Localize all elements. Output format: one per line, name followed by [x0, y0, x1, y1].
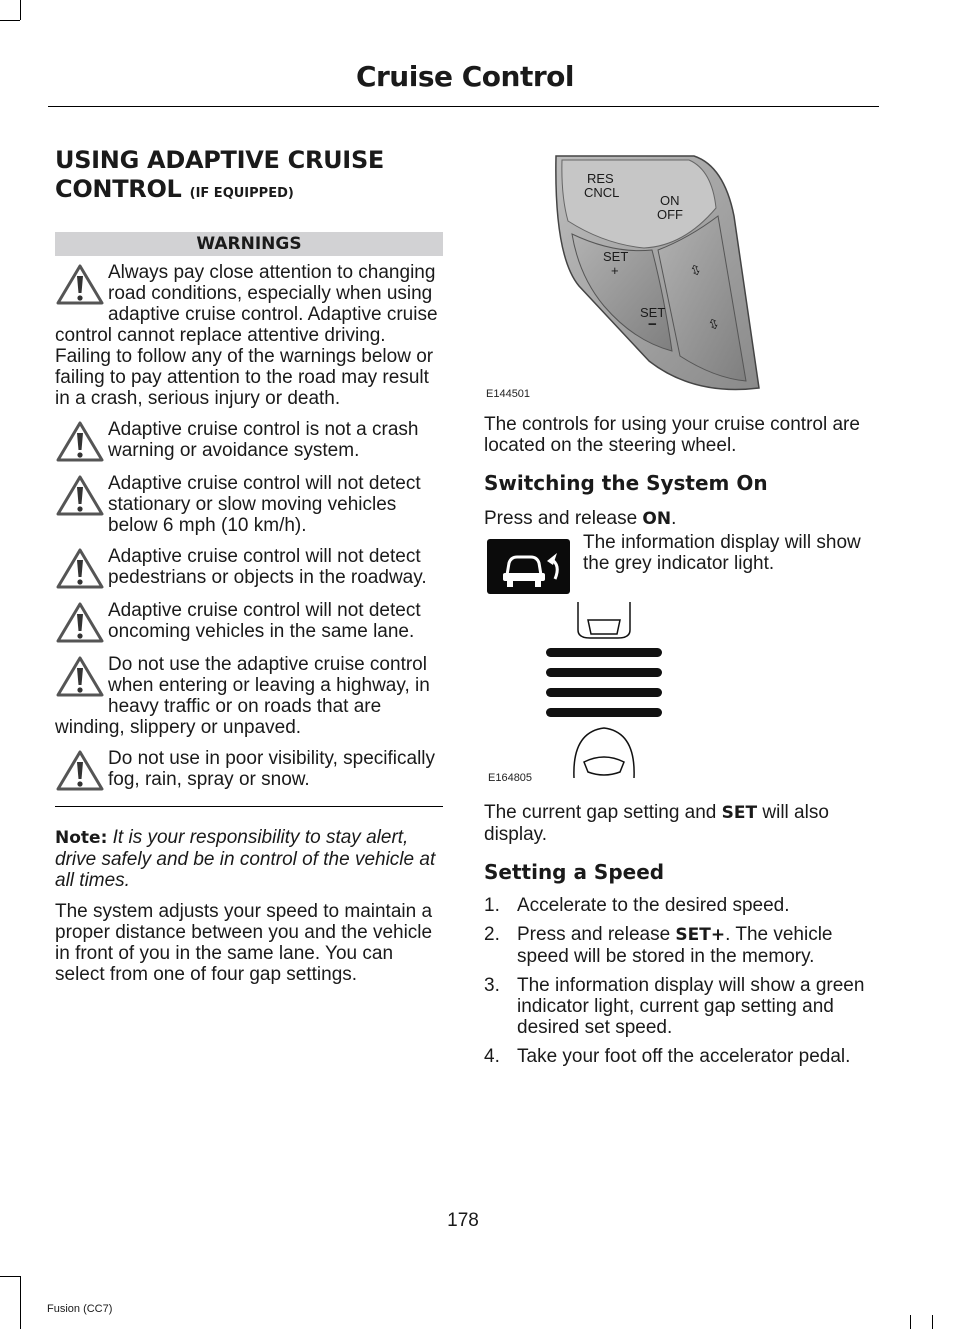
indicator-text: The information display will show the grey indicator light.: [583, 532, 861, 574]
on-label: ON: [660, 193, 680, 208]
step-text-post: . The vehicle speed will be stored in the memory.: [517, 924, 833, 967]
section-title-suffix: (IF EQUIPPED): [189, 186, 294, 201]
step-number: 2.: [484, 924, 500, 945]
res-label: RES: [587, 171, 614, 186]
gap-display-text: [484, 802, 879, 845]
warning-triangle-icon: [55, 748, 105, 792]
warning-text: Do not use the adaptive cruise control when entering or leaving a highway, in heavy traffic or on roads that are winding, slippery or unpaved.: [55, 654, 430, 738]
press-release-text: [484, 508, 879, 530]
list-item: [484, 924, 879, 967]
gap-paragraph: The system adjusts your speed to maintain a proper distance between you and the vehicle in front of you in the same lane. You can select from one of four gap settings.: [55, 901, 433, 985]
warning-text: Adaptive cruise control will not detect stationary or slow moving vehicles below 6 mph (10 km/h).: [108, 473, 421, 536]
step-text: The information display will show a green indicator light, current gap setting and desired set speed.: [517, 975, 865, 1038]
warning-text: Adaptive cruise control is not a crash warning or avoidance system.: [108, 419, 419, 461]
figure-code: E144501: [486, 388, 531, 400]
figure-code: E164805: [488, 772, 533, 784]
press-release-prefix: Press and release: [484, 508, 643, 529]
crop-mark: [20, 0, 21, 20]
off-label: OFF: [657, 207, 683, 222]
warning-item: [55, 600, 443, 644]
set-keyword: SET: [721, 803, 758, 823]
warning-triangle-icon: [55, 473, 105, 517]
list-item: [484, 895, 879, 916]
warning-item: [55, 262, 443, 409]
separator-rule: [55, 806, 443, 807]
warning-triangle-icon: [55, 600, 105, 644]
step-number: 1.: [484, 895, 500, 916]
right-column: [484, 146, 879, 1075]
warning-triangle-icon: [55, 654, 105, 698]
warning-item: [55, 546, 443, 590]
step-text: Accelerate to the desired speed.: [517, 895, 790, 916]
warning-item: [55, 419, 443, 463]
note: [55, 827, 443, 891]
set-plus-label: SET: [603, 249, 629, 264]
left-column: [55, 146, 443, 985]
note-text: It is your responsibility to stay alert, drive safely and be in control of the vehicle at all times.: [55, 827, 436, 891]
set-minus-label: SET: [640, 305, 666, 320]
gap-setting-display-illustration: [484, 602, 879, 792]
on-keyword: ON: [642, 509, 672, 529]
warning-text: Adaptive cruise control will not detect oncoming vehicles in the same lane.: [108, 600, 421, 642]
cncl-label: CNCL: [584, 185, 620, 200]
step-bold: SET+: [675, 925, 726, 945]
page-number: 178: [447, 1210, 479, 1231]
crop-mark: [0, 1276, 20, 1277]
step-text: Take your foot off the accelerator pedal.: [517, 1046, 851, 1067]
footer-model: Fusion (CC7): [47, 1303, 113, 1315]
warning-triangle-icon: [55, 419, 105, 463]
steps-list: [484, 895, 879, 1067]
crop-mark: [20, 1276, 21, 1329]
steering-wheel-controls-illustration: [484, 146, 879, 404]
warning-triangle-icon: [55, 262, 105, 306]
warning-item: [55, 748, 443, 792]
controls-text: The controls for using your cruise control are located on the steering wheel.: [484, 414, 860, 456]
warning-item: [55, 473, 443, 536]
page-title: Cruise Control: [355, 60, 574, 93]
press-release-suffix: .: [671, 508, 677, 529]
list-item: [484, 975, 879, 1038]
list-item: [484, 1046, 879, 1067]
minus-label: −: [648, 316, 657, 333]
note-label: Note:: [55, 828, 108, 848]
warnings-header: WARNINGS: [55, 232, 443, 256]
gap-display-figure: [484, 602, 879, 792]
step-text: Press and release: [517, 924, 676, 945]
step-number: 3.: [484, 975, 500, 996]
section-title-line2: CONTROL: [55, 175, 182, 203]
warning-triangle-icon: [55, 546, 105, 590]
switching-heading: Switching the System On: [484, 471, 768, 495]
section-title-line1: USING ADAPTIVE CRUISE: [55, 146, 385, 174]
setting-speed-heading: Setting a Speed: [484, 860, 665, 884]
crop-mark: [910, 1315, 911, 1329]
crop-mark: [932, 1315, 933, 1329]
warning-item: [55, 654, 443, 738]
adaptive-cruise-indicator-icon: [487, 539, 570, 594]
gap-increase-arrow-icon: ⇳: [687, 260, 704, 280]
warning-text: Always pay close attention to changing road conditions, especially when using adaptive cruise control. Adaptive cruise control cannot replace attentive driving. Failing to follow any of the warnings below or failing to pay attention to the road may result in a crash, serious injury or death.: [55, 262, 438, 409]
steering-controls-figure: [484, 146, 879, 404]
section-title: [55, 146, 443, 208]
step-number: 4.: [484, 1046, 500, 1067]
indicator-row: [484, 532, 879, 598]
gap-decrease-arrow-icon: ⇳: [705, 314, 722, 334]
crop-mark: [0, 20, 20, 21]
gap-text-prefix: The current gap setting and: [484, 802, 722, 823]
plus-label: +: [611, 263, 619, 278]
warning-text: Adaptive cruise control will not detect pedestrians or objects in the roadway.: [108, 546, 427, 588]
warnings-list: [55, 262, 443, 792]
gap-text-suffix: will also display.: [484, 802, 829, 845]
warning-text: Do not use in poor visibility, specifically fog, rain, spray or snow.: [108, 748, 436, 790]
title-rule: [48, 106, 879, 107]
